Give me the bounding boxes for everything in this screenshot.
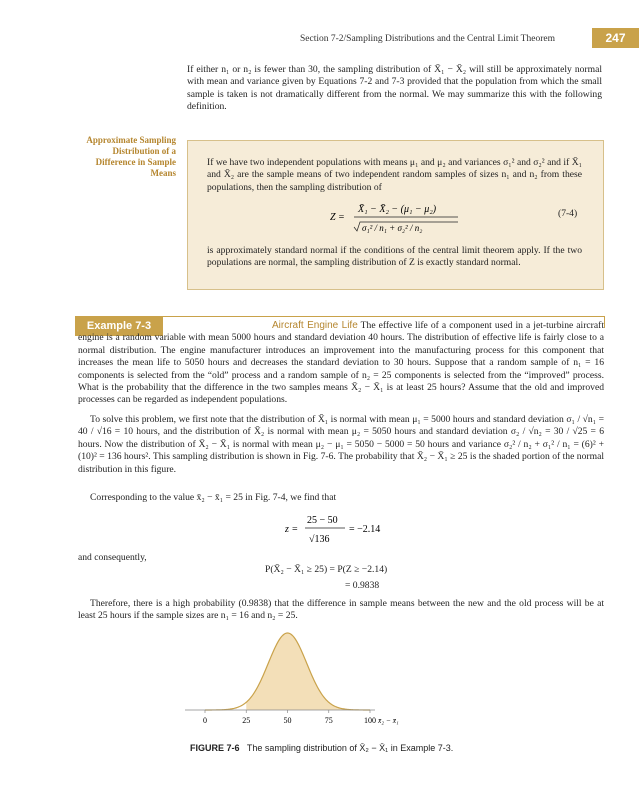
z-rhs: = −2.14 [349,524,381,535]
example-rule-end [604,316,605,328]
z-equation [285,512,415,548]
definition-side-label: Approximate Sampling Distribution of a Difference in Sample Means [86,135,176,178]
x-tick-label: 75 [324,716,333,725]
definition-text-before: If we have two independent populations with means μ₁ and μ₂ and variances σ₁² and σ₂² and if X̄₁ and X̄₂ are the sample means of two independent random samples of sizes n₁ and n₂ from these populations, then the sampling distribution of [207,157,582,193]
caption-text: The sampling distribution of X̄₂ − X̄₁ in Example 7-3. [246,743,454,753]
equation-denominator: σ₁² / n₁ + σ₂² / n₂ [362,223,423,233]
consequently-text: and consequently, [78,552,147,563]
conclusion-paragraph: Therefore, there is a high probability (0.9838) that the difference in sample means between the new and the old process will be at least 25 hours if the sample sizes are n₁ = 16 and n₂ = 25. [78,598,604,622]
equation-7-4 [330,198,500,238]
z-denominator: √136 [309,534,330,545]
x-tick-label: 50 [283,716,292,725]
caption-label: FIGURE 7-6 [190,743,240,753]
equation-lhs: Z = [330,212,345,223]
x-axis-label: x̄₂ − x̄₁ [378,716,399,725]
example-rule [163,316,604,317]
example-solution: To solve this problem, we first note that the distribution of X̄₁ is normal with mean μ₁ = 5000 hours and standard deviation σ₁ / √n₁ = 40 / √16 = 10 hours, and the distribution of X̄₂ is normal with mean μ₂ = 5050 hours and standard deviation σ₂ / √n₂ = 30 / √25 = 6 hours. Now the distribution of X̄₂ − X̄₁ is normal with mean μ₂ − μ₁ = 5050 − 5000 = 50 hours and variance σ₂² / n₂ + σ₁² / n₁ = (6)² + (10)² = 136 hours². This sampling distribution is shown in Fig. 7-6. The probability that X̄₂ − X̄₁ ≥ 25 is the shaded portion of the normal distribution in this figure. [78,414,604,475]
x-tick-label: 100 [364,716,376,725]
equation-numerator: X̄₁ − X̄₂ − (μ₁ − μ₂) [358,204,437,215]
z-numerator: 25 − 50 [307,515,338,526]
page-number: 247 [592,28,639,48]
example-title: Aircraft Engine Life [272,320,358,331]
equation-label: (7-4) [558,208,578,219]
intro-paragraph: If either n₁ or n₂ is fewer than 30, the sampling distribution of X̄₁ − X̄₂ will still be approximately normal with mean and variance given by Equations 7-2 and 7-3 provided that the population from which the small sample is taken is not dramatically different from the normal. We may summarize this with the following definition. [187,64,602,113]
definition-text-after: is approximately standard normal if the conditions of the central limit theorem apply. If the two populations are normal, the sampling distribution of Z is exactly standard normal. [207,245,582,269]
example-label: Example 7-3 [75,316,163,336]
figure-caption [190,743,453,753]
probability-line: P(X̄₂ − X̄₁ ≥ 25) = P(Z ≥ −2.14) [265,564,388,575]
x-tick-label: 0 [203,716,207,725]
running-head: Section 7-2/Sampling Distributions and the Central Limit Theorem [300,34,555,44]
corresponding-text: Corresponding to the value x̄₂ − x̄₁ = 25 in Fig. 7-4, we find that [90,492,337,503]
figure-7-6-chart [180,628,420,734]
z-lhs: z = [285,524,299,535]
example-body [78,320,604,407]
x-tick-label: 25 [242,716,251,725]
probability-result: = 0.9838 [345,580,380,591]
example-body-text: The effective life of a component used in a jet-turbine aircraft engine is a random variable with mean 5000 hours and standard deviation 40 hours. The distribution of effective life is fairly close to a normal distribution. The engine manufacturer introduces an improvement into the manufacturing process for this component that increases the mean life to 5050 hours and decreases the standard deviation to 30 hours. Suppose that a random sample of n₁ = 16 components is selected from the “old” process and a random sample of n₂ = 25 components is selected from the “improved” process. What is the probability that the difference in the two samples means X̄₂ − X̄₁ is at least 25 hours? Assume that the old and improved processes can be regarded as independent populations. [78,320,604,406]
